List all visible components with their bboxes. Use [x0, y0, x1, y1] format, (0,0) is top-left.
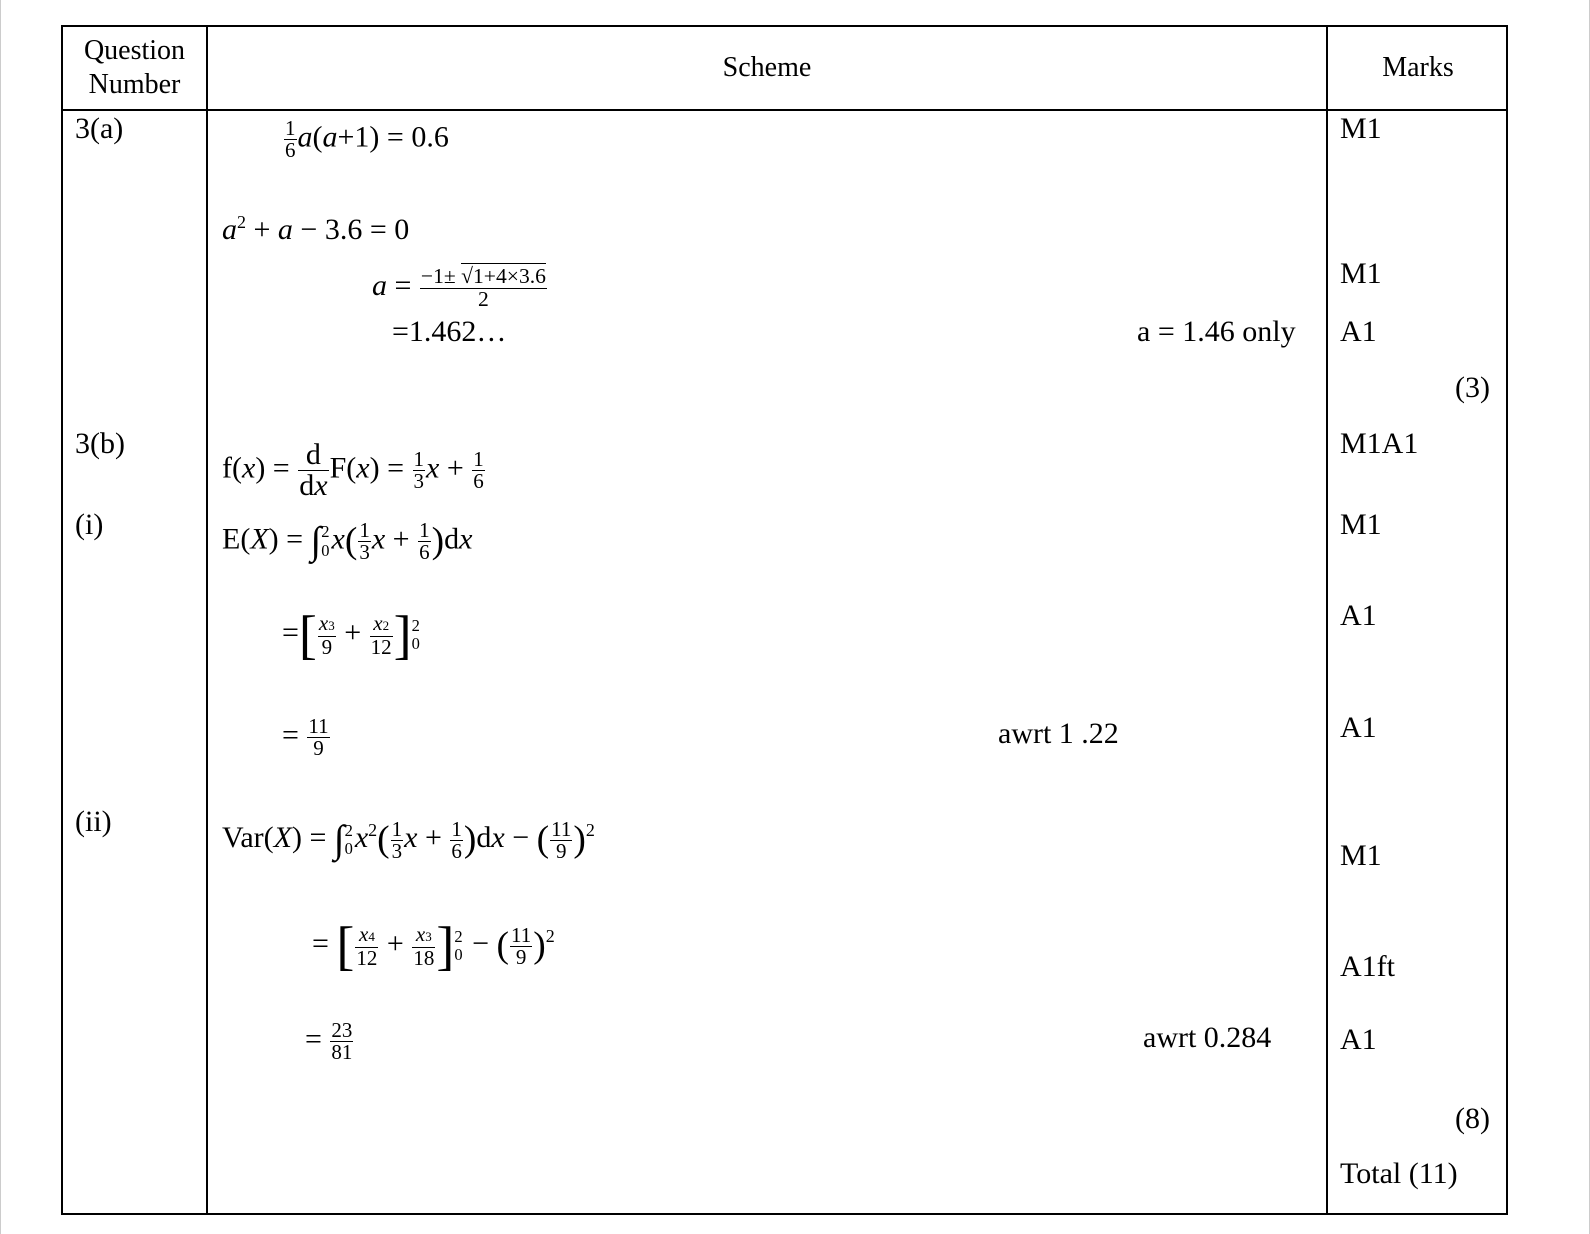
step-a2-quadratic: $a^2 + a - 3.6 = 0$	[222, 212, 410, 246]
subtotal-a: (3)	[1455, 371, 1490, 404]
column-divider	[1326, 27, 1328, 1213]
mark-b-7: A1	[1340, 1023, 1377, 1056]
mark-a-1: M1	[1340, 112, 1382, 145]
step-b-expectation: E(X) = ∫ 2 0 x( $\frac{1}{3}$ x + $\frac{1}{6}$ )dx	[222, 518, 473, 564]
mark-b-5: M1	[1340, 839, 1382, 872]
note-a-only: a = 1.46 only	[1137, 315, 1296, 348]
question-label-3a: 3(a)	[75, 112, 124, 145]
header-question-line: Question	[83, 35, 186, 66]
step-b-variance-result: = $\frac{23}{81}$	[305, 1018, 353, 1064]
header-number-line: Number	[88, 69, 181, 100]
mark-a-2: M1	[1340, 257, 1382, 290]
question-label-3b: 3(b)	[75, 427, 125, 460]
step-a4-result: =1.462…	[392, 315, 507, 348]
step-a3-formula: a = $\frac{-1\pm √1+4\times 3.6}{2}$	[372, 264, 546, 311]
total-marks: Total (11)	[1340, 1157, 1458, 1190]
mark-a-3: A1	[1340, 315, 1377, 348]
mark-b-4: A1	[1340, 711, 1377, 744]
step-b-variance: Var(X) = ∫ 2 0 $x^2$( $\frac{1}{3}$ x + $\frac{1}{6}$ )dx − ( $\frac{11}{9}$ )$^2$	[222, 816, 595, 863]
step-b-expectation-integral: =[ $\frac{x3}{9}$ + $\frac{x2}{12}$ ] 2 0	[282, 605, 420, 665]
header-scheme: Scheme	[722, 52, 812, 83]
header-marks: Marks	[1382, 52, 1454, 83]
note-b-variance: awrt 0.284	[1143, 1021, 1272, 1054]
step-b-expectation-result: = $\frac{11}{9}$	[282, 714, 329, 760]
page-edge-left	[0, 0, 1, 1234]
mark-b-1: M1A1	[1340, 427, 1419, 460]
note-b-expectation: awrt 1 .22	[998, 717, 1119, 750]
step-b-pdf: f(x) = $\frac{d}{dx}$ F(x) = $\frac{1}{3}$ x + $\frac{1}{6}$	[222, 438, 484, 502]
column-divider	[206, 27, 208, 1213]
mark-b-2: M1	[1340, 508, 1382, 541]
subtotal-b: (8)	[1455, 1102, 1490, 1135]
mark-b-6: A1ft	[1340, 950, 1395, 983]
sub-label-ii: (ii)	[75, 805, 112, 838]
header-question-number	[63, 34, 206, 102]
header-divider	[63, 109, 1506, 111]
step-a1-equation: $\frac{1}{6}$ a(a+1) = 0.6	[285, 116, 449, 162]
sub-label-i: (i)	[75, 508, 104, 541]
mark-b-3: A1	[1340, 599, 1377, 632]
step-b-variance-integral: = [ $\frac{x4}{12}$ + $\frac{x3}{18}$ ] 2 0 − ( $\frac{11}{9}$ )$^2$	[312, 916, 555, 977]
